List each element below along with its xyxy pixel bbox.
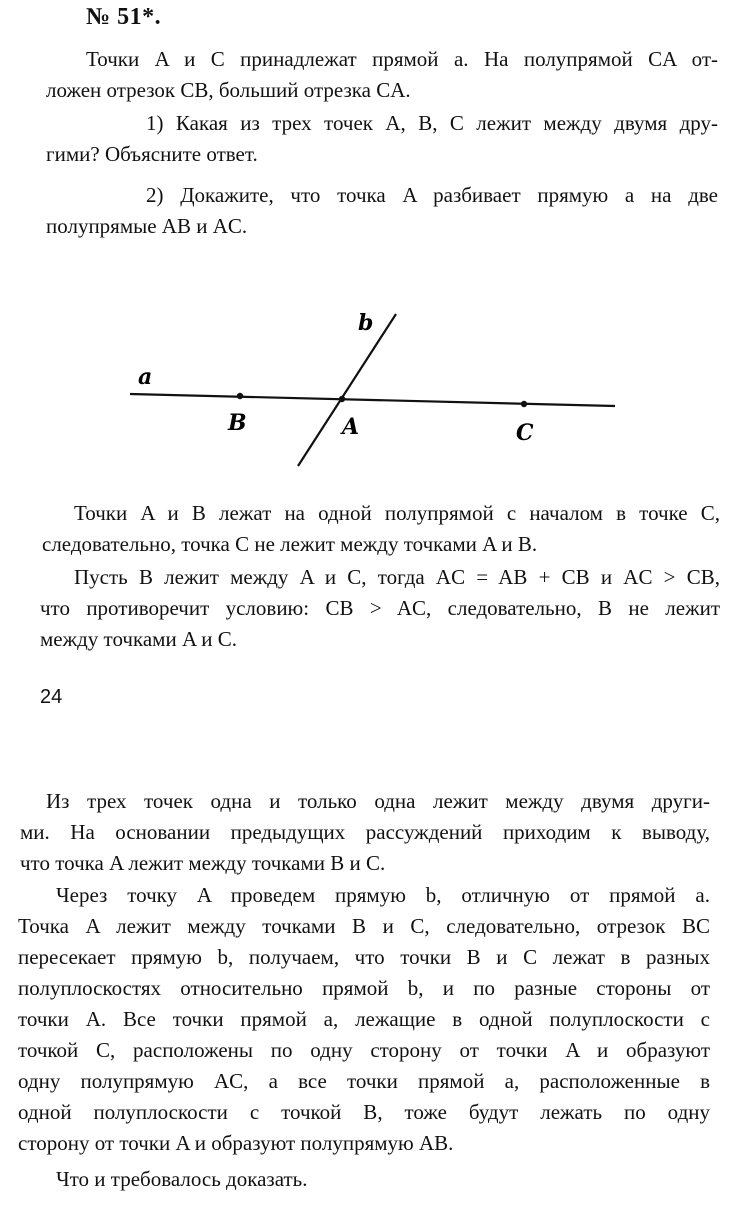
point-A-label: A xyxy=(342,414,360,440)
text-line: сторону от точки A и образуют полупрямую AB. xyxy=(18,1131,454,1155)
text-line: Из трех точек одна и только одна лежит между двумя други- xyxy=(46,789,710,813)
text-line: ми. На основании предыдущих рассуждений приходим к выводу, xyxy=(20,820,710,844)
text-line: 1) Какая из трех точек A, B, C лежит между двумя дру- xyxy=(146,111,718,135)
text-line: Что и требовалось доказать. xyxy=(56,1167,308,1191)
question-1 xyxy=(46,108,718,170)
solution-paragraph-1 xyxy=(42,498,720,560)
line-a xyxy=(130,394,615,406)
text-line: гими? Объясните ответ. xyxy=(46,142,258,166)
proof-conclusion xyxy=(56,1164,656,1195)
text-line: между точками A и C. xyxy=(40,627,237,651)
text-line: одной полуплоскости с точкой B, тоже будут лежать по одну xyxy=(18,1100,710,1124)
text-line: Пусть B лежит между A и C, тогда AC = AB + CB и AC > CB, xyxy=(74,565,720,589)
text-line: Точка A лежит между точками B и C, следовательно, отрезок BC xyxy=(18,914,710,938)
point-C-dot xyxy=(521,401,527,407)
line-a-label: a xyxy=(138,364,153,390)
proof-paragraph-1 xyxy=(20,786,710,879)
point-C-label: C xyxy=(516,420,534,446)
text-line: точки A. Все точки прямой a, лежащие в одной полуплоскости с xyxy=(18,1007,710,1031)
problem-statement xyxy=(46,44,718,106)
text-line: ложен отрезок CB, больший отрезка CA. xyxy=(46,78,411,102)
text-line: что точка A лежит между точками B и C. xyxy=(20,851,386,875)
text-line: одну полупрямую AC, а все точки прямой a, расположенные в xyxy=(18,1069,710,1093)
text-line: что противоречит условию: CB > AC, следовательно, B не лежит xyxy=(40,596,720,620)
text-line: полуплоскостях относительно прямой b, и по разные стороны от xyxy=(18,976,710,1000)
text-line: Точки A и B лежат на одной полупрямой с началом в точке C, xyxy=(74,501,720,525)
proof-paragraph-2 xyxy=(18,880,710,1159)
point-A-dot xyxy=(339,396,345,402)
point-B-dot xyxy=(237,393,243,399)
text-line: пересекает прямую b, получаем, что точки B и C лежат в разных xyxy=(18,945,710,969)
text-line: точкой C, расположены по одну сторону от точки A и образуют xyxy=(18,1038,710,1062)
text-line: следовательно, точка C не лежит между точками A и B. xyxy=(42,532,538,556)
line-b xyxy=(298,314,396,466)
page-number: 24 xyxy=(40,686,63,708)
text-line: полупрямые AB и AC. xyxy=(46,214,248,238)
text-line: Через точку A проведем прямую b, отличную от прямой a. xyxy=(56,883,710,907)
text-line: 2) Докажите, что точка A разбивает прямую a на две xyxy=(146,183,718,207)
text-line: Точки A и C принадлежат прямой a. На полупрямой CA от- xyxy=(86,47,718,71)
solution-paragraph-2 xyxy=(40,562,720,655)
point-B-label: B xyxy=(228,410,247,436)
question-2 xyxy=(46,180,718,242)
line-b-label: b xyxy=(358,310,374,336)
geometry-figure xyxy=(120,300,630,480)
problem-number: № 51*. xyxy=(86,4,162,30)
